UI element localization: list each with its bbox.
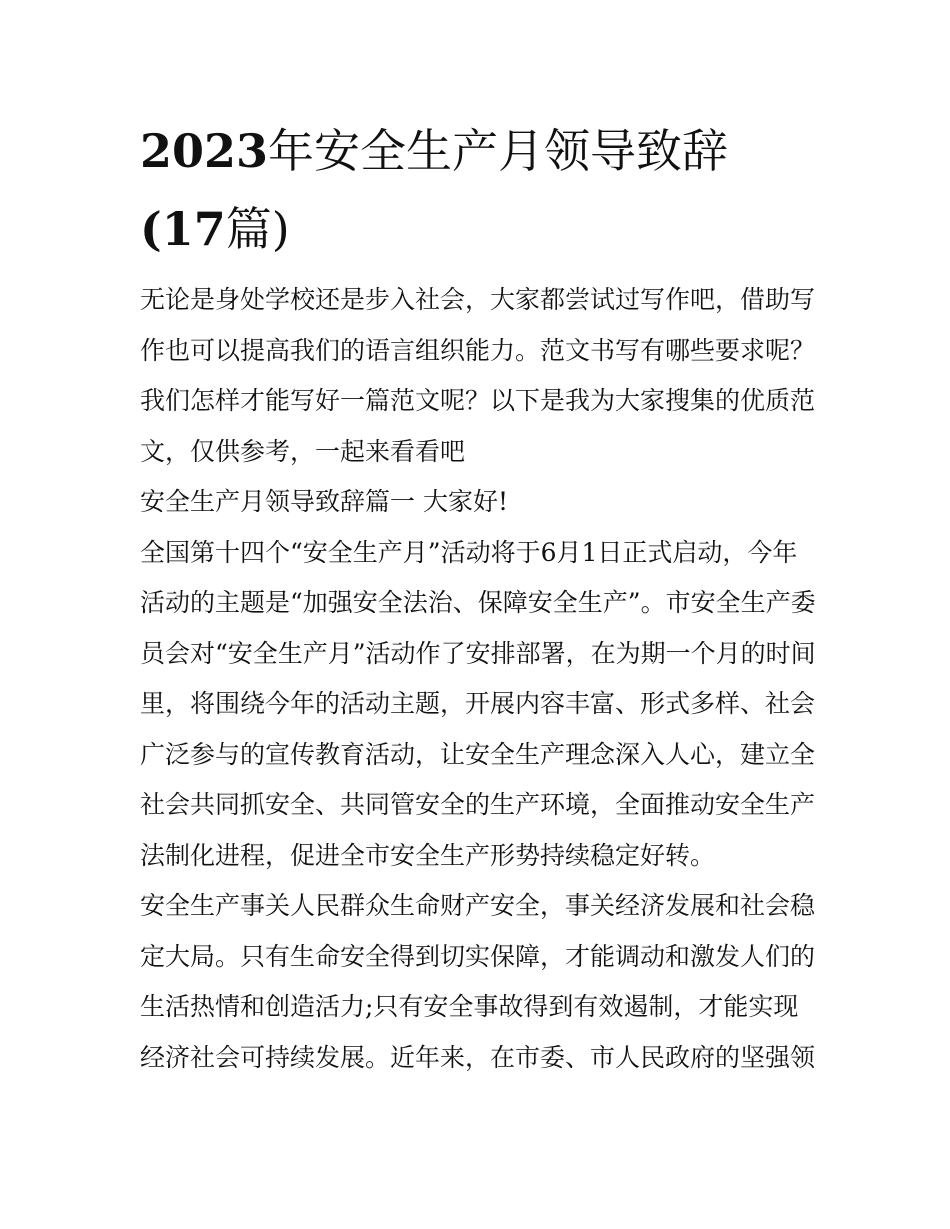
body-line: 社会共同抓安全、共同管安全的生产环境，全面推动安全生产 bbox=[140, 790, 816, 819]
body-line: 文，仅供参考，一起来看看吧 bbox=[140, 436, 466, 466]
body-line: 安全生产事关人民群众生命财产安全，事关经济发展和社会稳 bbox=[140, 891, 816, 920]
section-heading: 安全生产月领导致辞篇一 大家好! bbox=[140, 487, 508, 516]
title-year: 2023 bbox=[140, 124, 269, 178]
document-title bbox=[140, 112, 820, 268]
body-line: 里，将围绕今年的活动主题，开展内容丰富、形式多样、社会 bbox=[140, 689, 816, 718]
body-line: 全国第十四个“安全生产月”活动将于6月1日正式启动，今年 bbox=[140, 537, 798, 567]
body-line: 我们怎样才能写好一篇范文呢？以下是我为大家搜集的优质范 bbox=[140, 386, 816, 415]
body-line: 员会对“安全生产月”活动作了安排部署，在为期一个月的时间 bbox=[140, 638, 816, 668]
body-line: 经济社会可持续发展。近年来，在市委、市人民政府的坚强领 bbox=[140, 1042, 816, 1072]
title-count-unit: 篇) bbox=[225, 202, 290, 256]
body-line: 定大局。只有生命安全得到切实保障，才能调动和激发人们的 bbox=[140, 941, 816, 971]
body-line: 广泛参与的宣传教育活动，让安全生产理念深入人心，建立全 bbox=[140, 739, 816, 769]
title-text: 年安全生产月领导致辞 bbox=[268, 124, 729, 178]
title-count: (17 bbox=[140, 202, 226, 256]
body-line: 作也可以提高我们的语言组织能力。范文书写有哪些要求呢？ bbox=[140, 335, 816, 365]
body-line: 活动的主题是“加强安全法治、保障安全生产”。市安全生产委 bbox=[140, 588, 816, 617]
body-line: 法制化进程，促进全市安全生产形势持续稳定好转。 bbox=[140, 840, 716, 870]
body-line: 无论是身处学校还是步入社会，大家都尝试过写作吧，借助写 bbox=[140, 285, 816, 314]
body-line: 生活热情和创造活力;只有安全事故得到有效遏制，才能实现 bbox=[140, 992, 799, 1021]
document-body bbox=[140, 275, 816, 1083]
